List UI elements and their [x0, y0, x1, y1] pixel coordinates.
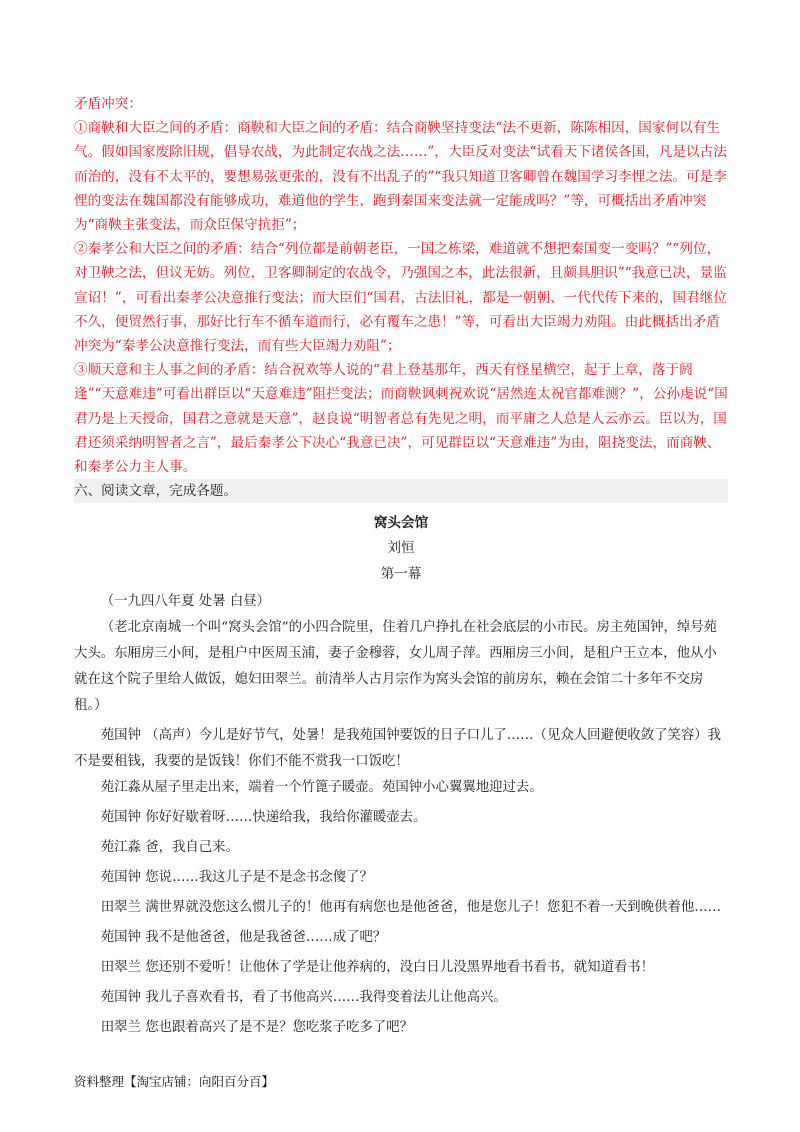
analysis-heading: 矛盾冲突：	[74, 96, 142, 112]
analysis-block	[74, 92, 728, 479]
dialogue-line: 田翠兰 您也跟着高兴了是不是？您吃浆子吃多了吧？	[100, 1020, 414, 1036]
document-page	[74, 92, 728, 1041]
dialogue-line: 苑国钟 我不是他爸爸，他是我爸爸……成了吧？	[100, 930, 387, 946]
section-heading: 六、阅读文章，完成各题。	[74, 479, 728, 503]
article-author: 刘恒	[387, 540, 415, 557]
analysis-paragraph-3: ③顺天意和主人事之间的矛盾：结合祝欢等人说的“君上登基那年，西天有怪星横空，起于上章，落于阏逢”“天意难违”可看出群臣以“天意难违”阻拦变法；而商鞅讽刺祝欢说“居然连太祝官都难测？”，公孙虔说“国君乃是上天授命，国君之意就是天意”，赵良说“明智者总有先见之明，而平庸之人总是人云亦云。臣以为，国君还须采纳明智者之言”，最后秦孝公下决心“我意已决”，可见群臣以“天意难违”为由，阻挠变法，而商鞅、和秦孝公力主人事。	[74, 362, 728, 476]
dialogue-line: 田翠兰 满世界就没您这么惯儿子的！他再有病您也是他爸爸，他是您儿子！您犯不着一天到晚供着他……	[100, 900, 722, 916]
page-footer: 资料整理【淘宝店铺：向阳百分百】	[74, 1074, 275, 1089]
analysis-paragraph-1: ①商鞅和大臣之间的矛盾：商鞅和大臣之间的矛盾：结合商鞅坚持变法“法不更新，陈陈相因，国家何以有生气。假如国家废除旧规，倡导农战，为此制定农战之法……”，大臣反对变法“试看天下诸侯各国，凡是以古法而治的，没有不太平的，要想易弦更张的，没有不出乱子的”“我只知道卫客卿曾在魏国学习李悝之法。可是李悝的变法在魏国都没有能够成功，难道他的学生，跑到秦国来变法就一定能成吗？”等，可概括出矛盾冲突为“商鞅主张变法，而众臣保守抗拒”；	[74, 120, 727, 234]
analysis-paragraph-2: ②秦孝公和大臣之间的矛盾：结合“列位都是前朝老臣，一国之栋梁，难道就不想把秦国变一变吗？”“列位，对卫鞅之法，但议无妨。列位，卫客卿制定的农战令，乃强国之本，此法很新，且颇具胆识”“我意已决，景监宣诏！”，可看出秦孝公决意推行变法；而大臣们“国君，古法旧礼，都是一朝朝、一代代传下来的，国君继位不久，便贸然行事，那好比行车不循车道而行，必有覆车之患！”等，可看出大臣竭力劝阻。由此概括出矛盾冲突为“秦孝公决意推行变法，而有些大臣竭力劝阻”；	[74, 241, 727, 355]
dialogue-line: 苑国钟 你好好歇着呀……快递给我，我给你灌暖壶去。	[100, 810, 427, 826]
dialogue-line: 苑国钟 您说……我这儿子是不是念书念傻了？	[100, 870, 373, 886]
dialogue-line: 苑江淼 爸，我自己来。	[100, 840, 239, 856]
stage-direction-time: （一九四八年夏 处暑 白昼）	[100, 594, 270, 610]
dialogue-line: 苑国钟 （高声）今儿是好节气，处暑！是我苑国钟要饭的日子口儿了……（见众人回避便收敛了笑容）我不是要租钱，我要的是饭钱！你们不能不赏我一口饭吃！	[74, 728, 722, 770]
play-text	[74, 589, 728, 1041]
article-title: 窝头会馆	[373, 515, 429, 532]
stage-direction: 苑江淼从屋子里走出来，端着一个竹篦子暖壶。苑国钟小心翼翼地迎过去。	[100, 780, 543, 796]
dialogue-line: 苑国钟 我儿子喜欢看书，看了书他高兴……我得变着法儿让他高兴。	[100, 990, 507, 1006]
stage-direction-setting: （老北京南城一个叫“窝头会馆”的小四合院里，住着几户挣扎在社会底层的小市民。房主苑国钟，绰号苑大头。东厢房三小间，是租户中医周玉浦，妻子金穆蓉，女儿周子萍。西厢房三小间，是租户王立本，他从小就在这个院子里给人做饭，媳妇田翠兰。前清举人古月宗作为窝头会馆的前房东，赖在会馆二十多年不交房租。）	[74, 620, 718, 714]
act-heading: 第一幕	[380, 566, 422, 583]
dialogue-line: 田翠兰 您还别不爱听！让他休了学是让他养病的，没白日儿没黑界地看书看书，就知道看书！	[100, 960, 655, 976]
